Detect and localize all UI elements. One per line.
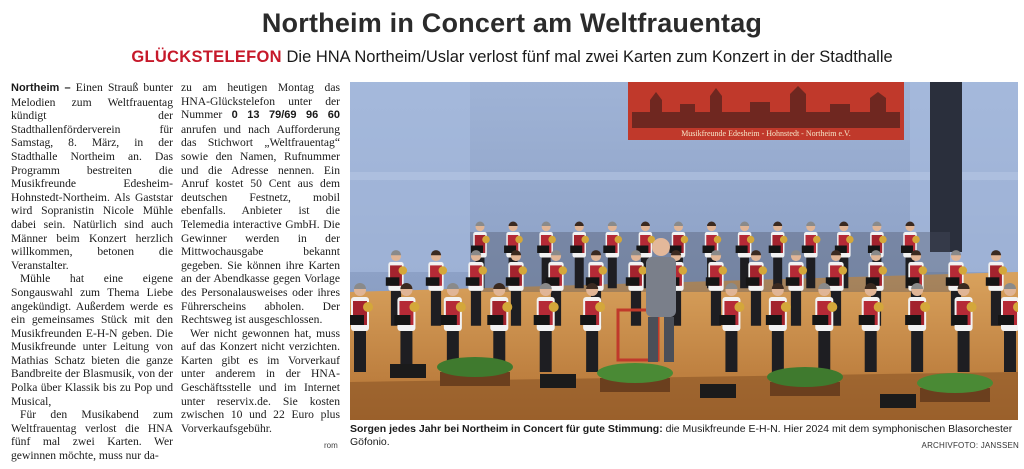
kicker: GLÜCKSTELEFON [131, 48, 282, 66]
banner [628, 82, 904, 140]
banner-text: Musikfreunde Edesheim - Hohnstedt - Northeim e.V. [681, 129, 851, 138]
paragraph-4-text-b: anrufen und nach Aufforderung das Stichwort „Weltfrauentag“ sowie den Namen, Rufnummer und die Adresse nennen. Ein Anruf kostet 50 Cent aus dem deutschen Festnetz, mobil ebenfalls. Anbieter ist die Telemedia interactive GmbH. Die Gewinner werden in der Mittwochausgabe bekannt gegeben. Sie können ihre Karten an der Abendkasse gegen Vorlage des Personalausweises oder ihres Führerscheins abholen. Der Rechtsweg ist ausgeschlossen. [181, 122, 340, 327]
subheadline [0, 48, 1024, 67]
paragraph-1-text: Einen Strauß bunter Melodien zum Weltfrauentag kündigt der Stadthallenförderverein für Samstag, 8. März, in der Stadthalle Northeim an. Das Programm bestreiten die Musikfreunde Edesheim-Hohnstedt-Northeim. Als Gaststar wird Sopranistin Nicole Mühle dabei sein. Natürlich sind auch Männer beim Konzert herzlich willkommen, betonen die Veranstalter. [11, 81, 173, 272]
paragraph-5: Wer nicht gewonnen hat, muss auf das Konzert nicht verzichten. Karten gibt es im Vorverkauf unter anderem in der HNA-Geschäftsstelle und im Internet unter reservix.de. Sie kosten zwischen 10 und 22 Euro plus Vorverkaufsgebühr. [181, 326, 340, 435]
paragraph-3: Für den Musikabend zum Weltfrauentag verlost die HNA fünf mal zwei Karten. Wer gewinnen möchte, muss nur da- [11, 408, 173, 463]
article-column-2 [181, 81, 340, 435]
phone-number: 0 13 79/69 96 60 [231, 109, 340, 122]
caption-lead: Sorgen jedes Jahr bei Northeim in Concert für gute Stimmung: [350, 423, 663, 435]
stage-monitor [700, 384, 736, 398]
paragraph-4-text-a: zu am heutigen Montag das HNA-Glückstelefon unter der Nummer [181, 81, 340, 122]
headline: Northeim in Concert am Weltfrauentag [261, 8, 763, 38]
paragraph-1 [11, 81, 173, 272]
stage-monitor [390, 364, 426, 378]
concert-photo [350, 82, 1018, 420]
stage-monitor [540, 374, 576, 388]
photo-caption [350, 423, 1020, 449]
stage-monitor [880, 394, 916, 408]
concert-photo-illustration [350, 82, 1018, 420]
photo-credit: ARCHIVFOTO: JANSSEN [921, 441, 1019, 450]
article-column-1 [11, 81, 173, 463]
dateline: Northeim – [11, 82, 71, 94]
paragraph-2: Mühle hat eine eigene Songauswahl zum Thema Liebe angekündigt. Außerdem werde es ein gemeinsames Stück mit den Musikfreunden E-H-N geben. Die Musikfreunde unter Leitung von Mathias Schatz bieten die ganze Bandbreite der Blasmusik, von der Polka über Klassik bis zu Pop und Musical, [11, 272, 173, 408]
author-initials: rom [324, 441, 338, 450]
paragraph-4 [181, 81, 340, 327]
caption-text: die Musikfreunde E-H-N. Hier 2024 mit dem symphonischen Blasorchester Göfonio. [350, 423, 1013, 448]
subheadline-text: Die HNA Northeim/Uslar verlost fünf mal zwei Karten zum Konzert in der Stadthalle [286, 48, 893, 66]
